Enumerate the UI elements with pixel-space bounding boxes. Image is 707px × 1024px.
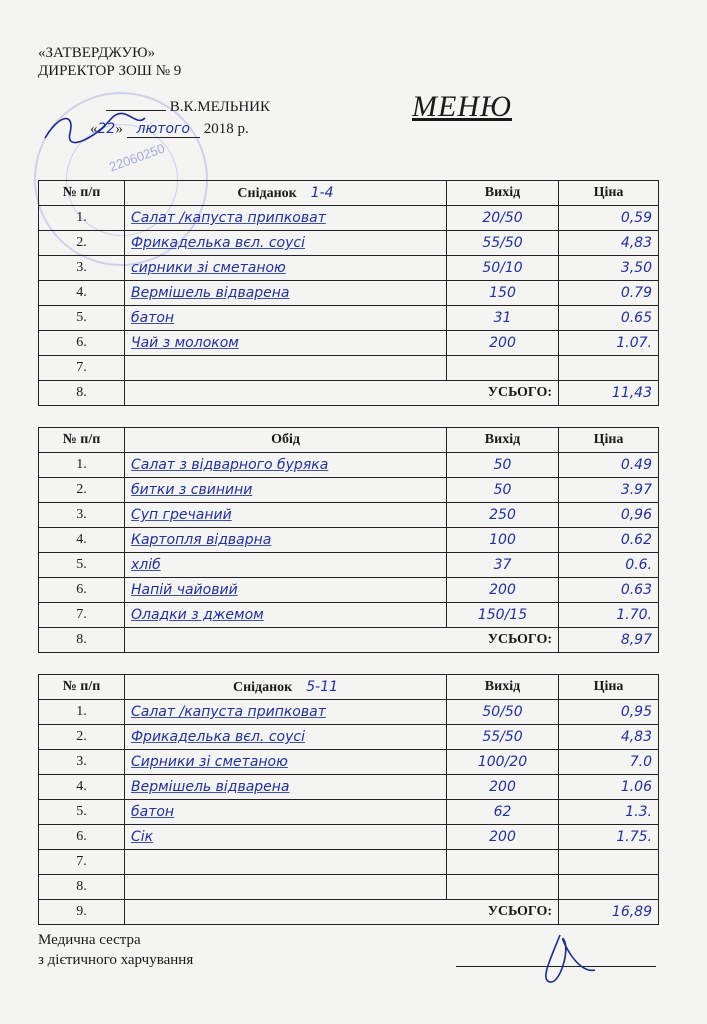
menu-title: МЕНЮ xyxy=(412,90,512,123)
footer-role-line1: Медична сестра xyxy=(38,932,141,948)
total-label: УСЬОГО: xyxy=(125,381,559,406)
dish-name: Фрикаделька вєл. соусі xyxy=(125,231,447,256)
dish-output: 20/50 xyxy=(447,206,559,231)
dish-price: 3.97 xyxy=(559,478,659,503)
dish-name: Салат /капуста припковат xyxy=(125,206,447,231)
table-row xyxy=(39,256,659,281)
row-number: 7. xyxy=(39,603,125,628)
row-number: 8. xyxy=(39,875,125,900)
row-number: 3. xyxy=(39,256,125,281)
dish-output: 37 xyxy=(447,553,559,578)
table-row xyxy=(39,356,659,381)
dish-price: 0.65 xyxy=(559,306,659,331)
col-price-header: Ціна xyxy=(559,428,659,453)
date-mid: » xyxy=(115,121,123,137)
dish-output: 150/15 xyxy=(447,603,559,628)
lunch-rows xyxy=(39,453,659,628)
col-num-header: № п/п xyxy=(39,428,125,453)
dish-name: Оладки з джемом xyxy=(125,603,447,628)
row-number: 4. xyxy=(39,528,125,553)
table-header-row xyxy=(39,428,659,453)
footer xyxy=(38,930,193,970)
table-header-row xyxy=(39,675,659,700)
col-num-header: № п/п xyxy=(39,181,125,206)
dish-output xyxy=(447,356,559,381)
dish-name: Вермішель відварена xyxy=(125,775,447,800)
row-number: 1. xyxy=(39,700,125,725)
dish-price: 0.63 xyxy=(559,578,659,603)
dish-price: 4,83 xyxy=(559,231,659,256)
dish-output: 31 xyxy=(447,306,559,331)
table-row xyxy=(39,775,659,800)
row-number: 6. xyxy=(39,578,125,603)
table-row xyxy=(39,725,659,750)
row-number: 7. xyxy=(39,356,125,381)
table-row xyxy=(39,281,659,306)
row-number: 4. xyxy=(39,281,125,306)
dish-name: битки з свинини xyxy=(125,478,447,503)
table-row xyxy=(39,331,659,356)
date-prefix: « xyxy=(90,121,98,137)
table-row xyxy=(39,603,659,628)
breakfast-2-grades: 5-11 xyxy=(306,678,339,695)
dish-price: 1.3. xyxy=(559,800,659,825)
dish-name: батон xyxy=(125,800,447,825)
row-number: 5. xyxy=(39,800,125,825)
dish-price: 1.70. xyxy=(559,603,659,628)
total-label: УСЬОГО: xyxy=(125,900,559,925)
col-price-header: Ціна xyxy=(559,675,659,700)
total-row xyxy=(39,628,659,653)
dish-output: 50 xyxy=(447,478,559,503)
dish-name xyxy=(125,850,447,875)
director-label: ДИРЕКТОР ЗОШ № 9 xyxy=(38,63,182,79)
row-number: 6. xyxy=(39,331,125,356)
total-value: 16,89 xyxy=(559,900,659,925)
date-month: лютого xyxy=(127,121,200,138)
row-number: 1. xyxy=(39,206,125,231)
dish-price: 1.07. xyxy=(559,331,659,356)
total-num: 8. xyxy=(39,381,125,406)
table-row xyxy=(39,453,659,478)
row-number: 2. xyxy=(39,231,125,256)
dish-name: батон xyxy=(125,306,447,331)
breakfast-1-table xyxy=(38,180,659,406)
table-row xyxy=(39,825,659,850)
dish-output: 50/50 xyxy=(447,700,559,725)
total-row xyxy=(39,381,659,406)
dish-price: 1.75. xyxy=(559,825,659,850)
dish-name xyxy=(125,356,447,381)
col-num-header: № п/п xyxy=(39,675,125,700)
dish-output: 50/10 xyxy=(447,256,559,281)
dish-name xyxy=(125,875,447,900)
dish-price: 0.49 xyxy=(559,453,659,478)
breakfast-2-rows xyxy=(39,700,659,900)
breakfast-1-title: Сніданок xyxy=(237,185,297,201)
breakfast-2-title: Сніданок xyxy=(232,679,293,695)
row-number: 7. xyxy=(39,850,125,875)
stamp-code: 22060250 xyxy=(107,140,167,175)
dish-name: Напій чайовий xyxy=(125,578,447,603)
dish-price: 0.79 xyxy=(559,281,659,306)
dish-price: 1.06 xyxy=(559,775,659,800)
breakfast-1-rows xyxy=(39,206,659,381)
dish-name: Салат /капуста припковат xyxy=(125,700,447,725)
row-number: 3. xyxy=(39,750,125,775)
dish-name: Вермішель відварена xyxy=(125,281,447,306)
col-out-header: Вихід xyxy=(447,428,559,453)
table-row xyxy=(39,306,659,331)
row-number: 2. xyxy=(39,478,125,503)
total-label: УСЬОГО: xyxy=(125,628,559,653)
dish-name: Чай з молоком xyxy=(125,331,447,356)
dish-price xyxy=(559,850,659,875)
dish-output: 200 xyxy=(447,775,559,800)
dish-output: 50 xyxy=(447,453,559,478)
row-number: 4. xyxy=(39,775,125,800)
dish-price: 0.62 xyxy=(559,528,659,553)
table-row xyxy=(39,503,659,528)
table-row xyxy=(39,800,659,825)
lunch-table xyxy=(38,427,659,653)
total-row xyxy=(39,900,659,925)
table-row xyxy=(39,700,659,725)
row-number: 6. xyxy=(39,825,125,850)
dish-name: Салат з відварного буряка xyxy=(125,453,447,478)
approve-label: «ЗАТВЕРДЖУЮ» xyxy=(38,45,156,61)
dish-price xyxy=(559,356,659,381)
dish-price xyxy=(559,875,659,900)
table-row xyxy=(39,206,659,231)
dish-name: Сирники зі сметаною xyxy=(125,750,447,775)
dish-output: 250 xyxy=(447,503,559,528)
footer-role-line2: з дієтичного харчування xyxy=(38,952,194,968)
lunch-title: Обід xyxy=(125,428,447,453)
total-num: 8. xyxy=(39,628,125,653)
director-signature-icon xyxy=(40,108,150,148)
dish-name: Суп гречаний xyxy=(125,503,447,528)
row-number: 2. xyxy=(39,725,125,750)
dish-output xyxy=(447,875,559,900)
dish-output: 100/20 xyxy=(447,750,559,775)
breakfast-2-table xyxy=(38,674,659,925)
total-num: 9. xyxy=(39,900,125,925)
dish-name: Сік xyxy=(125,825,447,850)
dish-name: сирники зі сметаною xyxy=(125,256,447,281)
total-value: 11,43 xyxy=(559,381,659,406)
row-number: 5. xyxy=(39,553,125,578)
dish-price: 0,96 xyxy=(559,503,659,528)
dish-output: 200 xyxy=(447,578,559,603)
table-row xyxy=(39,850,659,875)
dish-output: 55/50 xyxy=(447,725,559,750)
date-year: 2018 р. xyxy=(203,121,249,137)
dish-name: Фрикаделька вєл. соусі xyxy=(125,725,447,750)
row-number: 3. xyxy=(39,503,125,528)
table-row xyxy=(39,231,659,256)
dish-price: 0,95 xyxy=(559,700,659,725)
table-row xyxy=(39,578,659,603)
total-value: 8,97 xyxy=(559,628,659,653)
col-dish-header xyxy=(125,675,447,700)
dish-price: 4,83 xyxy=(559,725,659,750)
dish-output: 100 xyxy=(447,528,559,553)
table-row xyxy=(39,528,659,553)
dish-output: 200 xyxy=(447,825,559,850)
dish-price: 3,50 xyxy=(559,256,659,281)
breakfast-1-grades: 1-4 xyxy=(310,184,334,201)
dish-price: 7.0 xyxy=(559,750,659,775)
dish-price: 0.6. xyxy=(559,553,659,578)
signatory-name: В.К.МЕЛЬНИК xyxy=(169,99,271,115)
table-row xyxy=(39,553,659,578)
row-number: 1. xyxy=(39,453,125,478)
col-price-header: Ціна xyxy=(559,181,659,206)
dish-name: Картопля відварна xyxy=(125,528,447,553)
row-number: 5. xyxy=(39,306,125,331)
col-out-header: Вихід xyxy=(447,181,559,206)
table-header-row xyxy=(39,181,659,206)
date-day: 22 xyxy=(97,121,116,137)
dish-output: 200 xyxy=(447,331,559,356)
col-out-header: Вихід xyxy=(447,675,559,700)
dish-output: 150 xyxy=(447,281,559,306)
dish-output xyxy=(447,850,559,875)
table-row xyxy=(39,875,659,900)
nurse-signature-icon xyxy=(520,930,600,990)
dish-name: хліб xyxy=(125,553,447,578)
dish-output: 55/50 xyxy=(447,231,559,256)
dish-price: 0,59 xyxy=(559,206,659,231)
col-dish-header xyxy=(125,181,447,206)
dish-output: 62 xyxy=(447,800,559,825)
table-row xyxy=(39,750,659,775)
table-row xyxy=(39,478,659,503)
